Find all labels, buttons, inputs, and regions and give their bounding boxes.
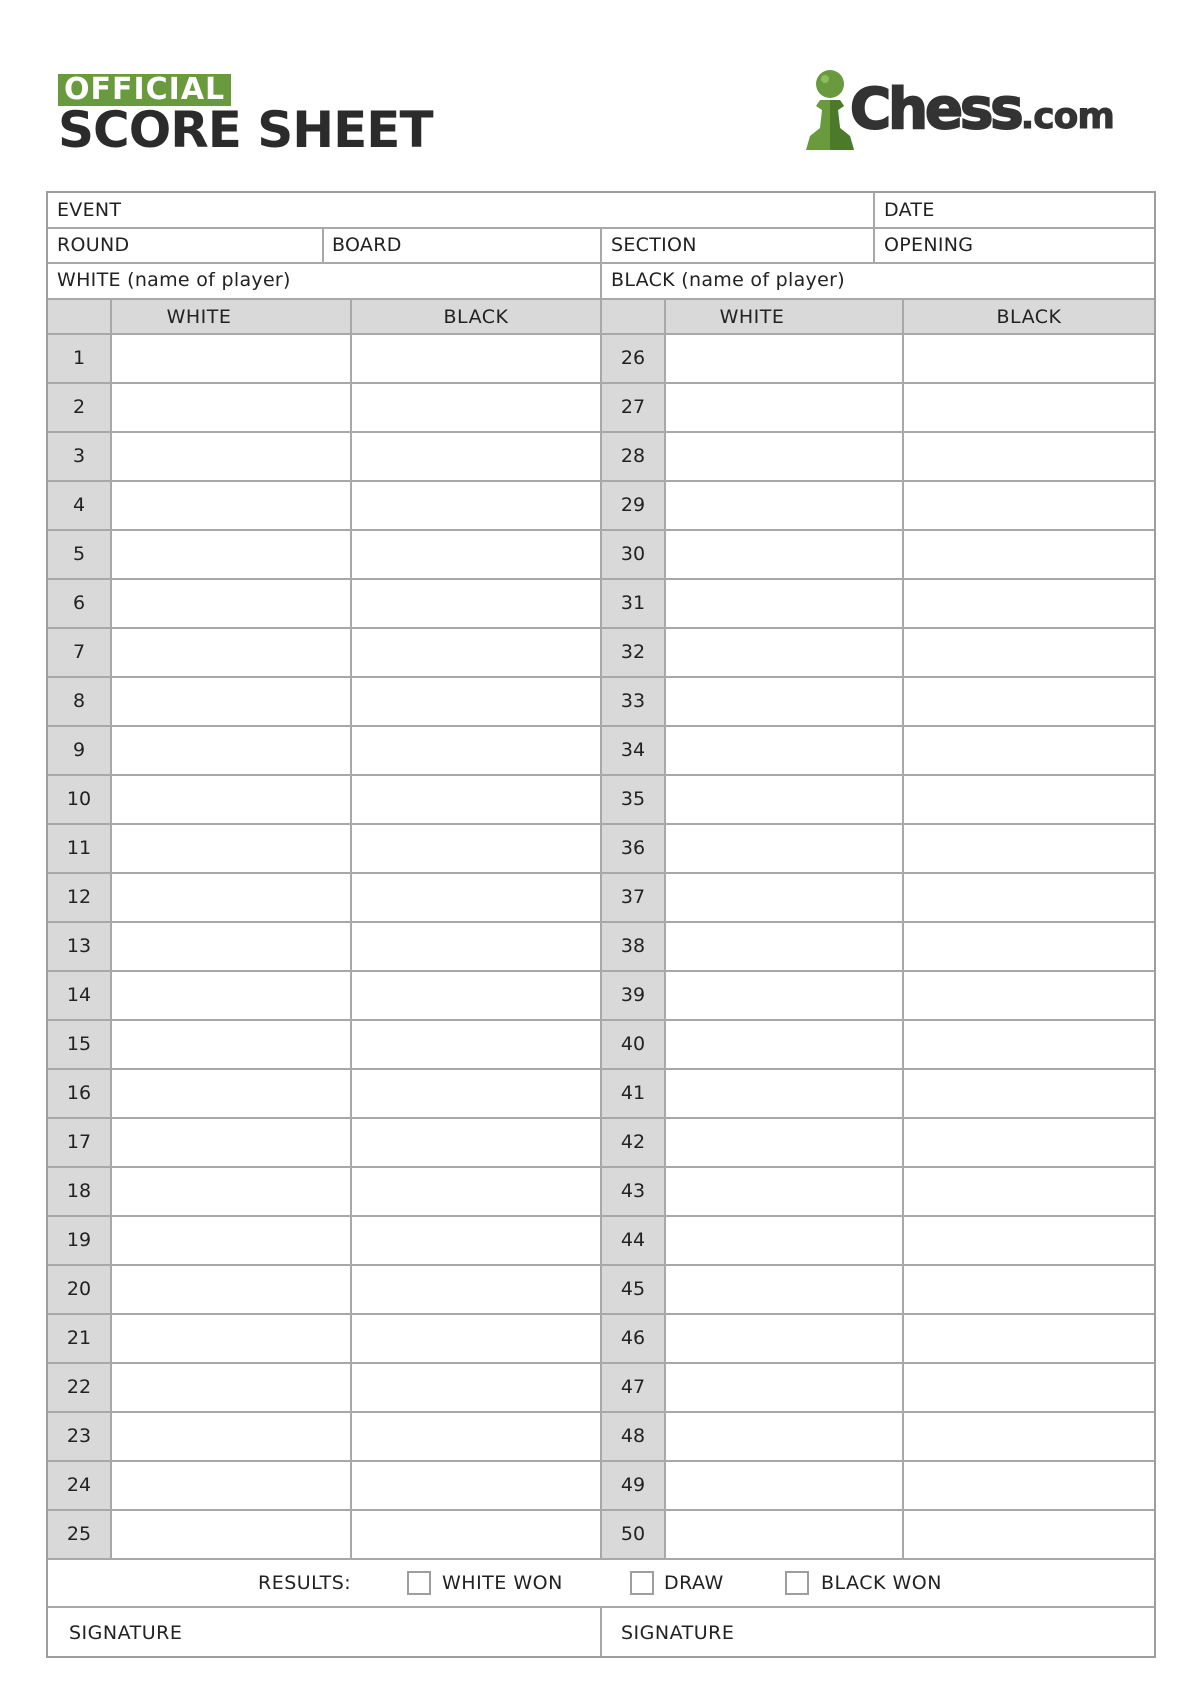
move-number: 50 [602,1511,664,1558]
logo-suffix: .com [1020,96,1114,137]
column-divider [664,298,666,1560]
white-move-cell[interactable] [112,1462,350,1509]
white-move-cell[interactable] [112,1511,350,1558]
divider [873,193,875,262]
black-move-cell[interactable] [352,1315,600,1362]
white-move-cell[interactable] [112,776,350,823]
white-move-cell[interactable] [666,482,902,529]
column-header-white: WHITE [166,306,232,328]
white-move-cell[interactable] [112,727,350,774]
black-move-cell[interactable] [352,629,600,676]
black-move-cell[interactable] [904,1413,1154,1460]
move-number: 2 [48,384,110,431]
black-move-cell[interactable] [904,727,1154,774]
official-badge: OFFICIAL [58,74,231,106]
white-move-cell[interactable] [112,531,350,578]
move-number: 3 [48,433,110,480]
white-move-cell[interactable] [666,1266,902,1313]
white-move-cell[interactable] [666,1413,902,1460]
date-field[interactable]: DATE [884,199,935,221]
black-won-checkbox[interactable] [785,1571,809,1595]
black-move-cell[interactable] [904,433,1154,480]
opening-field[interactable]: OPENING [884,234,974,256]
white-move-cell[interactable] [112,825,350,872]
move-number: 19 [48,1217,110,1264]
black-move-cell[interactable] [904,482,1154,529]
white-move-cell[interactable] [112,1315,350,1362]
move-number: 8 [48,678,110,725]
move-number: 16 [48,1070,110,1117]
column-divider [350,298,352,1560]
black-move-cell[interactable] [352,580,600,627]
move-number: 41 [602,1070,664,1117]
divider [600,1606,602,1656]
white-move-cell[interactable] [112,335,350,382]
draw-label: DRAW [664,1572,724,1594]
black-won-label: BLACK WON [821,1572,942,1594]
results-row [48,1560,1154,1606]
white-move-cell[interactable] [112,1266,350,1313]
move-number: 18 [48,1168,110,1215]
column-divider [600,298,602,1560]
white-move-cell[interactable] [112,629,350,676]
move-number: 26 [602,335,664,382]
move-number: 35 [602,776,664,823]
black-move-cell[interactable] [904,1266,1154,1313]
black-move-cell[interactable] [904,776,1154,823]
white-move-cell[interactable] [666,1168,902,1215]
black-move-cell[interactable] [352,1070,600,1117]
white-move-cell[interactable] [666,1511,902,1558]
white-move-cell[interactable] [112,1119,350,1166]
board-field[interactable]: BOARD [332,234,402,256]
white-player-field[interactable]: WHITE (name of player) [57,269,291,291]
move-number: 17 [48,1119,110,1166]
white-won-checkbox[interactable] [407,1571,431,1595]
column-header-black: BLACK [996,306,1062,328]
move-number: 47 [602,1364,664,1411]
black-move-cell[interactable] [904,580,1154,627]
white-move-cell[interactable] [666,384,902,431]
move-number: 14 [48,972,110,1019]
move-number: 24 [48,1462,110,1509]
black-move-cell[interactable] [904,678,1154,725]
white-move-cell[interactable] [666,580,902,627]
move-number: 6 [48,580,110,627]
move-number: 11 [48,825,110,872]
black-move-cell[interactable] [904,1364,1154,1411]
white-won-label: WHITE WON [442,1572,563,1594]
black-move-cell[interactable] [904,825,1154,872]
chess-com-logo [798,66,1128,158]
event-field[interactable]: EVENT [57,199,122,221]
white-move-cell[interactable] [112,580,350,627]
black-move-cell[interactable] [352,1511,600,1558]
white-move-cell[interactable] [666,678,902,725]
white-move-cell[interactable] [112,1413,350,1460]
black-move-cell[interactable] [904,923,1154,970]
move-number: 7 [48,629,110,676]
black-move-cell[interactable] [352,531,600,578]
move-number: 42 [602,1119,664,1166]
black-move-cell[interactable] [904,972,1154,1019]
move-number: 40 [602,1021,664,1068]
page-title: SCORE SHEET [58,101,433,159]
white-move-cell[interactable] [666,1070,902,1117]
move-number: 31 [602,580,664,627]
results-label: RESULTS: [258,1572,352,1594]
white-move-cell[interactable] [666,776,902,823]
white-move-cell[interactable] [112,874,350,921]
column-header-white: WHITE [719,306,785,328]
black-move-cell[interactable] [352,972,600,1019]
white-move-cell[interactable] [666,972,902,1019]
move-number: 13 [48,923,110,970]
section-field[interactable]: SECTION [611,234,697,256]
white-move-cell[interactable] [666,874,902,921]
move-number: 9 [48,727,110,774]
white-move-cell[interactable] [666,531,902,578]
move-number: 45 [602,1266,664,1313]
black-move-cell[interactable] [904,384,1154,431]
move-number: 38 [602,923,664,970]
move-number: 28 [602,433,664,480]
move-number: 12 [48,874,110,921]
move-number: 30 [602,531,664,578]
black-move-cell[interactable] [352,1217,600,1264]
black-move-cell[interactable] [904,1511,1154,1558]
black-move-cell[interactable] [352,335,600,382]
move-number: 44 [602,1217,664,1264]
white-signature-field[interactable]: SIGNATURE [69,1622,183,1644]
move-number: 22 [48,1364,110,1411]
white-move-cell[interactable] [666,1364,902,1411]
column-divider [110,298,112,1560]
black-move-cell[interactable] [352,482,600,529]
logo-wordmark [850,78,1114,149]
move-number: 48 [602,1413,664,1460]
move-number: 4 [48,482,110,529]
white-move-cell[interactable] [666,825,902,872]
black-move-cell[interactable] [904,1168,1154,1215]
black-move-cell[interactable] [904,1462,1154,1509]
white-move-cell[interactable] [666,1119,902,1166]
move-number: 29 [602,482,664,529]
black-move-cell[interactable] [904,1021,1154,1068]
black-signature-field[interactable]: SIGNATURE [621,1622,735,1644]
white-move-cell[interactable] [112,384,350,431]
divider [322,227,324,262]
move-number: 32 [602,629,664,676]
white-move-cell[interactable] [666,923,902,970]
black-move-cell[interactable] [904,531,1154,578]
black-move-cell[interactable] [352,1462,600,1509]
move-number: 34 [602,727,664,774]
black-move-cell[interactable] [352,825,600,872]
white-move-cell[interactable] [112,1070,350,1117]
black-move-cell[interactable] [352,727,600,774]
white-move-cell[interactable] [112,923,350,970]
move-number: 25 [48,1511,110,1558]
white-move-cell[interactable] [112,972,350,1019]
move-number: 46 [602,1315,664,1362]
move-number: 43 [602,1168,664,1215]
black-move-cell[interactable] [904,874,1154,921]
white-move-cell[interactable] [112,678,350,725]
black-move-cell[interactable] [352,1266,600,1313]
white-move-cell[interactable] [666,1217,902,1264]
white-move-cell[interactable] [112,1021,350,1068]
black-move-cell[interactable] [904,335,1154,382]
white-move-cell[interactable] [112,1217,350,1264]
white-move-cell[interactable] [666,1462,902,1509]
move-number: 36 [602,825,664,872]
white-move-cell[interactable] [112,433,350,480]
round-field[interactable]: ROUND [57,234,130,256]
draw-checkbox[interactable] [630,1571,654,1595]
black-move-cell[interactable] [904,1119,1154,1166]
black-move-cell[interactable] [352,384,600,431]
white-move-cell[interactable] [666,335,902,382]
title-block [58,72,433,159]
black-move-cell[interactable] [352,1364,600,1411]
move-number: 10 [48,776,110,823]
logo-name: Chess [850,77,1021,142]
black-player-field[interactable]: BLACK (name of player) [611,269,845,291]
white-move-cell[interactable] [666,629,902,676]
white-move-cell[interactable] [112,1168,350,1215]
move-number: 20 [48,1266,110,1313]
move-number: 15 [48,1021,110,1068]
white-move-cell[interactable] [112,1364,350,1411]
move-grid [48,335,1154,1560]
black-move-cell[interactable] [352,1168,600,1215]
move-number: 33 [602,678,664,725]
white-move-cell[interactable] [666,727,902,774]
divider [600,227,602,300]
black-move-cell[interactable] [352,1119,600,1166]
black-move-cell[interactable] [352,1413,600,1460]
move-number: 49 [602,1462,664,1509]
score-sheet-form [46,191,1156,1658]
black-move-cell[interactable] [904,629,1154,676]
move-number: 39 [602,972,664,1019]
column-header-black: BLACK [443,306,509,328]
black-move-cell[interactable] [904,1315,1154,1362]
move-number: 27 [602,384,664,431]
black-move-cell[interactable] [904,1070,1154,1117]
move-number: 21 [48,1315,110,1362]
white-move-cell[interactable] [666,433,902,480]
black-move-cell[interactable] [352,923,600,970]
white-move-cell[interactable] [666,1021,902,1068]
black-move-cell[interactable] [352,678,600,725]
white-move-cell[interactable] [666,1315,902,1362]
move-number: 5 [48,531,110,578]
black-move-cell[interactable] [352,874,600,921]
white-move-cell[interactable] [112,482,350,529]
black-move-cell[interactable] [352,776,600,823]
move-number: 1 [48,335,110,382]
column-divider [902,298,904,1560]
black-move-cell[interactable] [352,1021,600,1068]
black-move-cell[interactable] [904,1217,1154,1264]
move-number: 23 [48,1413,110,1460]
black-move-cell[interactable] [352,433,600,480]
move-number: 37 [602,874,664,921]
